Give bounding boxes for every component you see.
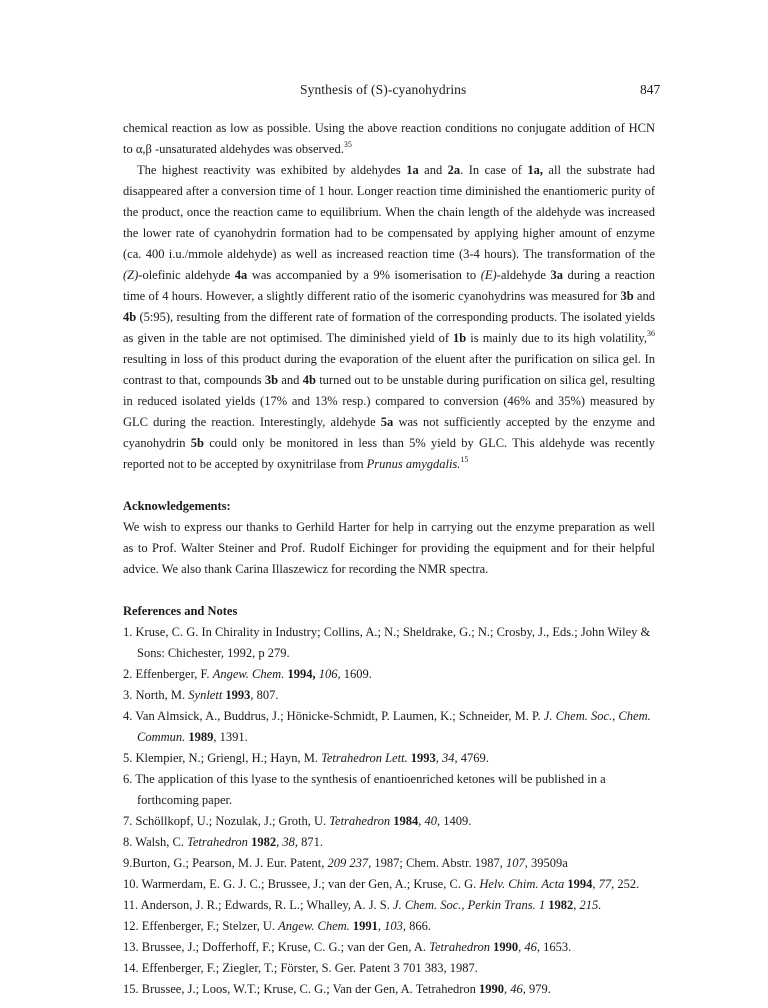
- text-run: is mainly due to its high volatility,: [466, 331, 647, 345]
- reference-volume: 106,: [318, 667, 341, 681]
- text-run: resulting in loss of this product during the evaporation of the eluent after the purification on silica gel. In contrast to that, compounds: [123, 352, 655, 387]
- text-run: and: [278, 373, 303, 387]
- citation-superscript: 36: [647, 328, 655, 338]
- compound-label: 4a: [234, 268, 248, 282]
- reference-authors: 3. North, M.: [123, 688, 189, 702]
- species-name: Prunus amygdalis.: [366, 457, 461, 471]
- reference-year: 1994,: [284, 667, 319, 681]
- journal-name: Angew. Chem.: [212, 667, 285, 681]
- reference-item: [123, 958, 655, 979]
- reference-item: [123, 937, 655, 958]
- references-list: [123, 622, 655, 1000]
- paragraph-results: [123, 160, 655, 475]
- reference-pages: , 215.: [573, 898, 602, 912]
- text-run: and: [418, 163, 448, 177]
- reference-authors: 13. Brussee, J.; Dofferhoff, F.; Kruse, C. G.; van der Gen, A.: [123, 940, 430, 954]
- reference-item: [123, 979, 655, 1000]
- compound-label: 3b: [620, 289, 634, 303]
- acknowledgements-heading: Acknowledgements:: [123, 499, 231, 513]
- compound-label: 4b: [302, 373, 316, 387]
- reference-item: [123, 811, 655, 832]
- reference-item: [123, 769, 655, 811]
- reference-item: [123, 748, 655, 769]
- reference-item: [123, 895, 655, 916]
- reference-year: 1989: [185, 730, 214, 744]
- references-heading: References and Notes: [123, 604, 238, 618]
- reference-pages: 871.: [297, 835, 323, 849]
- reference-authors: 9.Burton, G.; Pearson, M. J. Eur. Patent,: [123, 856, 328, 870]
- compound-label: 3b: [264, 373, 279, 387]
- reference-year: 1993: [222, 688, 251, 702]
- reference-volume: 107,: [506, 856, 528, 870]
- reference-volume: , 77,: [592, 877, 615, 891]
- text-run: (5:95), resulting from the different rate of formation of the corresponding products. The isolated yields as given in the table are not optimised. The diminished yield of: [123, 310, 655, 345]
- running-title: Synthesis of (S)-cyanohydrins: [300, 82, 467, 97]
- reference-item: [123, 916, 655, 937]
- text-run: during a reaction time of 4 hours. However, a slightly different ratio of the isomeric cyanohydrins was measured for: [123, 268, 655, 303]
- compound-label: 5a: [380, 415, 394, 429]
- reference-year: 1991: [349, 919, 378, 933]
- reference-pages: 1653.: [540, 940, 572, 954]
- journal-name: Helv. Chim. Acta: [479, 877, 565, 891]
- stereo-descriptor: (Z): [123, 268, 139, 282]
- reference-year: 1990: [490, 940, 519, 954]
- text-run: could only be monitored in less than 5% yield by GLC. This aldehyde was recently reported not to be accepted by oxynitrilase from: [123, 436, 656, 471]
- acknowledgements-text: We wish to express our thanks to Gerhild Harter for help in carrying out the enzyme preparation as well as to Prof. Walter Steiner and Prof. Rudolf Eichinger for providing the equipment and for their helpful advice. We also thank Carina Illaszewicz for recording the NMR spectra.: [123, 520, 655, 576]
- text-run: and: [633, 289, 655, 303]
- journal-name: Tetrahedron: [429, 940, 491, 954]
- text-run: turned out to be unstable during purification on silica gel, resulting in reduced isolated yields (17% and 13% resp.) compared to conversion (46% and 35%) measured by GLC during the reaction. Interestingly, aldehyde: [123, 373, 655, 429]
- compound-label: 1a,: [527, 163, 543, 177]
- page-number: 847: [640, 82, 661, 97]
- compound-label: 1b: [453, 331, 467, 345]
- reference-authors: 15. Brussee, J.; Loos, W.T.; Kruse, C. G.; Van der Gen, A. Tetrahedron: [123, 982, 480, 996]
- compound-label: 2a: [447, 163, 461, 177]
- article-body: [123, 118, 655, 1000]
- reference-volume: , 46,: [504, 982, 526, 996]
- compound-label: 5b: [190, 436, 204, 450]
- reference-item: [123, 664, 655, 685]
- reference-year: 1982: [545, 898, 574, 912]
- journal-name: Synlett: [188, 688, 223, 702]
- reference-pages: 866.: [406, 919, 432, 933]
- reference-text: 1. Kruse, C. G. In Chirality in Industry; Collins, A.; N.; Sheldrake, G.; N.; Crosby, J., Eds.; John Wiley & Sons: Chichester, 1992, p 279.: [123, 625, 651, 660]
- reference-item: [123, 706, 655, 748]
- reference-authors: 4. Van Almsick, A., Buddrus, J.; Hönicke-Schmidt, P. Laumen, K.; Schneider, M. P.: [123, 709, 544, 723]
- reference-year: 1990: [479, 982, 505, 996]
- text-run: all the substrate had disappeared after a conversion time of 1 hour. Longer reaction time diminished the enantiomeric purity of the product, once the reaction came to equilibrium. When the chain length of the aldehyde was increased the lower rate of cyanohydrin formation had to be compensated by applying higher amount of enzyme (ca. 400 i.u./mmole aldehyde) as well as increased reaction time (3-4 hours). The transformation of the: [123, 163, 655, 261]
- reference-item: [123, 832, 655, 853]
- citation-superscript: 35: [343, 139, 352, 149]
- reference-volume: , 34,: [435, 751, 458, 765]
- citation-superscript: 15: [460, 454, 469, 464]
- text-run: . In case of: [460, 163, 528, 177]
- reference-authors: 2. Effenberger, F.: [123, 667, 213, 681]
- reference-pages: 4769.: [457, 751, 489, 765]
- reference-year: 1994: [564, 877, 593, 891]
- reference-pages: 979.: [525, 982, 551, 996]
- text-run: was accompanied by a 9% isomerisation to: [247, 268, 481, 282]
- reference-item: [123, 622, 655, 664]
- journal-name: Tetrahedron: [187, 835, 248, 849]
- reference-authors: 7. Schöllkopf, U.; Nozulak, J.; Groth, U.: [123, 814, 330, 828]
- reference-volume: , 40,: [418, 814, 441, 828]
- reference-year: 1987; Chem. Abstr. 1987,: [371, 856, 506, 870]
- reference-year: 1993: [407, 751, 436, 765]
- reference-item: [123, 874, 655, 895]
- stereo-descriptor: (E): [480, 268, 497, 282]
- reference-volume: , 103,: [377, 919, 407, 933]
- reference-pages: 1609.: [340, 667, 372, 681]
- journal-name: Tetrahedron: [329, 814, 391, 828]
- reference-year: 1984: [390, 814, 419, 828]
- patent-number: 209 237,: [327, 856, 372, 870]
- text-run: -aldehyde: [496, 268, 551, 282]
- reference-text: 14. Effenberger, F.; Ziegler, T.; Förster, S. Ger. Patent 3 701 383, 1987.: [123, 961, 478, 975]
- reference-authors: 10. Warmerdam, E. G. J. C.; Brussee, J.; van der Gen, A.; Kruse, C. G.: [123, 877, 480, 891]
- paragraph-continuation: [123, 118, 655, 160]
- reference-pages: , 807.: [250, 688, 279, 702]
- reference-pages: 1409.: [440, 814, 472, 828]
- journal-name: Tetrahedron Lett.: [321, 751, 408, 765]
- text-run: -olefinic aldehyde: [138, 268, 235, 282]
- text-run: The highest reactivity was exhibited by aldehydes: [137, 163, 407, 177]
- text-run: was not sufficiently accepted by the enzyme and cyanohydrin: [123, 415, 655, 450]
- reference-authors: 8. Walsh, C.: [123, 835, 188, 849]
- reference-authors: 5. Klempier, N.; Griengl, H.; Hayn, M.: [123, 751, 322, 765]
- reference-volume: , 38,: [276, 835, 298, 849]
- reference-text: 6. The application of this lyase to the synthesis of enantioenriched ketones will be published in a forthcoming paper.: [123, 772, 606, 807]
- journal-name: J. Chem. Soc., Perkin Trans. 1: [393, 898, 546, 912]
- reference-authors: 12. Effenberger, F.; Stelzer, U.: [123, 919, 279, 933]
- paragraph-text: chemical reaction as low as possible. Using the above reaction conditions no conjugate addition of HCN to α,β -unsaturated aldehydes was observed.: [123, 121, 655, 156]
- reference-item: [123, 853, 655, 874]
- reference-pages: 39509a: [527, 856, 568, 870]
- compound-label: 1a: [406, 163, 419, 177]
- reference-item: [123, 685, 655, 706]
- reference-year: 1982: [247, 835, 277, 849]
- journal-name: Angew. Chem.: [278, 919, 350, 933]
- compound-label: 4b: [123, 310, 137, 324]
- reference-authors: 11. Anderson, J. R.; Edwards, R. L.; Whalley, A. J. S.: [123, 898, 394, 912]
- compound-label: 3a: [550, 268, 563, 282]
- reference-pages: 252.: [614, 877, 640, 891]
- journal-name: J. Chem. Soc., Chem. Commun.: [137, 709, 651, 744]
- reference-volume: , 46,: [518, 940, 541, 954]
- reference-pages: , 1391.: [213, 730, 248, 744]
